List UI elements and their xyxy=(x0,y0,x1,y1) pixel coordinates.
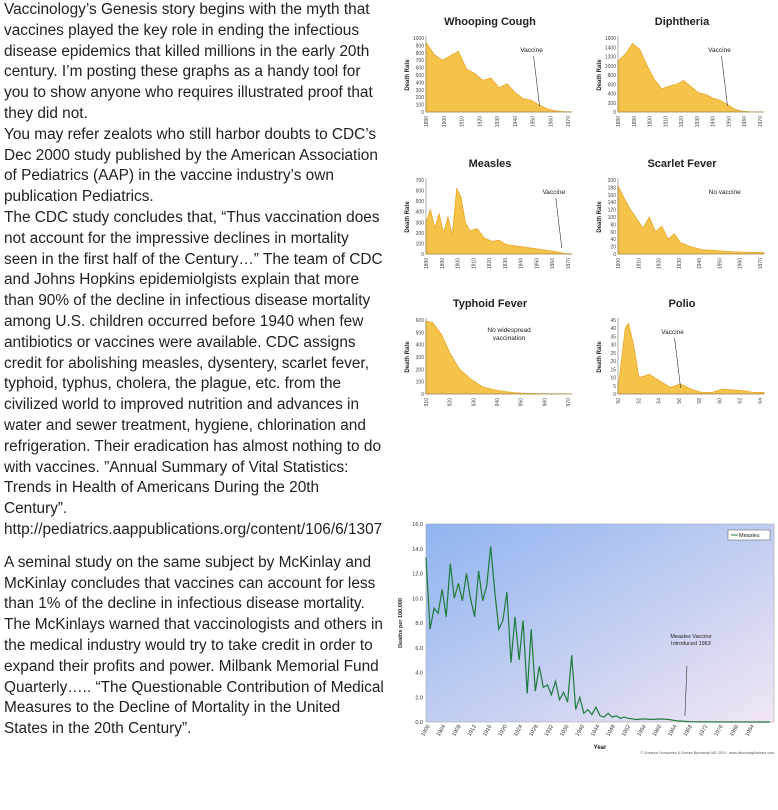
data-area xyxy=(426,189,572,255)
y-axis-label: Deaths per 100,000 xyxy=(398,598,404,648)
y-tick-label: 0 xyxy=(421,252,424,258)
y-tick-label: 200 xyxy=(415,95,424,102)
chart-measles xyxy=(400,150,580,284)
x-tick-label: 1880 xyxy=(616,116,622,128)
y-tick-label: 300 xyxy=(415,355,424,361)
y-tick-label: 0.0 xyxy=(415,720,423,726)
chart-diphtheria-svg xyxy=(592,8,772,142)
y-axis-label: Death Rate xyxy=(405,59,411,91)
chart-measles-deaths-svg xyxy=(394,516,778,756)
y-tick-label: 400 xyxy=(415,209,424,216)
y-tick-label: 40 xyxy=(610,237,616,244)
y-tick-label: 10.0 xyxy=(412,596,423,603)
credit-text: © Suzanne Humphries & Roman Bystrianyk MD 2013 · www.dissolvingillusions.com xyxy=(640,751,774,755)
annotation-arrow xyxy=(556,198,562,248)
chart-typhoid-fever xyxy=(400,290,580,424)
y-tick-label: 200 xyxy=(415,367,424,374)
y-tick-label: 2.0 xyxy=(415,695,423,702)
x-tick-label: 1908 xyxy=(451,724,463,738)
x-tick-label: 1916 xyxy=(482,724,494,738)
x-tick-label: 1890 xyxy=(439,258,446,270)
y-tick-label: 45 xyxy=(610,318,616,324)
x-tick-label: 1940 xyxy=(697,258,704,270)
x-tick-label: 64 xyxy=(758,398,764,404)
x-tick-label: 1880 xyxy=(424,258,430,270)
y-tick-label: 20 xyxy=(610,359,616,366)
x-tick-label: 1900 xyxy=(616,258,622,270)
y-tick-label: 300 xyxy=(415,220,424,227)
chart-diphtheria xyxy=(592,8,772,142)
y-tick-label: 80 xyxy=(610,222,616,229)
annotation-label: No vaccine xyxy=(708,189,741,196)
x-tick-label: 1970 xyxy=(566,258,572,270)
y-tick-label: 8.0 xyxy=(415,621,423,627)
y-tick-label: 14.0 xyxy=(412,546,423,553)
x-tick-label: 1944 xyxy=(590,724,602,738)
x-tick-label: 1920 xyxy=(477,116,484,128)
y-tick-label: 1200 xyxy=(604,54,616,61)
x-tick-label: 1910 xyxy=(459,116,466,128)
y-tick-label: 600 xyxy=(415,65,424,72)
x-tick-label: 1984 xyxy=(744,724,756,738)
y-tick-label: 20 xyxy=(610,244,616,251)
chart-title: Whooping Cough xyxy=(444,16,536,28)
y-tick-label: 0 xyxy=(421,392,424,398)
y-tick-label: 900 xyxy=(415,43,424,50)
x-tick-label: 62 xyxy=(737,398,744,404)
x-tick-label: 1948 xyxy=(605,724,617,738)
plot-background xyxy=(426,524,774,722)
y-tick-label: 1000 xyxy=(604,63,616,70)
x-tick-label: 1920 xyxy=(497,724,509,738)
y-tick-label: 600 xyxy=(415,188,424,195)
annotation-arrow xyxy=(534,56,540,106)
x-tick-label: 910 xyxy=(424,398,430,407)
x-tick-label: 1930 xyxy=(495,116,501,128)
y-tick-label: 1400 xyxy=(604,45,616,52)
y-tick-label: 6.0 xyxy=(415,645,423,652)
chart-title: Scarlet Fever xyxy=(647,158,717,170)
chart-whooping-cough xyxy=(400,8,580,142)
paragraph-mckinlay: A seminal study on the same subject by McKinlay and McKinlay concludes that vaccines can account for less than 1% of the decline in infectious disease mortality. xyxy=(4,553,380,613)
y-tick-label: 800 xyxy=(607,73,616,79)
legend-label: Measles xyxy=(739,533,760,539)
y-axis-label: Death Rate xyxy=(405,201,411,233)
chart-typhoid-fever-svg xyxy=(400,290,580,424)
x-tick-label: 1956 xyxy=(636,724,648,738)
x-tick-label: 1890 xyxy=(424,116,430,128)
x-tick-label: 1900 xyxy=(441,116,448,128)
y-tick-label: 100 xyxy=(415,241,424,248)
y-tick-label: 12.0 xyxy=(412,571,423,578)
y-tick-label: 1600 xyxy=(604,36,616,42)
x-tick-label: 940 xyxy=(495,398,501,407)
x-tick-label: 52 xyxy=(636,398,643,404)
y-tick-label: 120 xyxy=(607,207,616,214)
x-tick-label: 1940 xyxy=(518,258,525,270)
x-tick-label: 50 xyxy=(616,398,622,404)
x-tick-label: 1960 xyxy=(548,116,555,128)
chart-measles-svg xyxy=(400,150,580,284)
x-tick-label: 1940 xyxy=(574,724,587,738)
x-tick-label: 1950 xyxy=(717,258,724,270)
y-tick-label: 400 xyxy=(607,91,616,98)
y-tick-label: 0 xyxy=(421,110,424,116)
x-tick-label: 1900 xyxy=(455,258,462,270)
x-tick-label: 1970 xyxy=(566,116,572,128)
chart-polio-svg xyxy=(592,290,772,424)
y-tick-label: 40 xyxy=(610,326,616,333)
y-tick-label: 700 xyxy=(415,178,424,184)
x-tick-label: 1950 xyxy=(534,258,541,270)
disease-charts-grid xyxy=(392,0,776,428)
y-tick-label: 160 xyxy=(607,192,616,199)
annotation-arrow xyxy=(722,56,728,106)
y-tick-label: 180 xyxy=(607,185,616,192)
y-tick-label: 300 xyxy=(415,87,424,94)
chart-title: Typhoid Fever xyxy=(452,298,528,310)
x-tick-label: 1930 xyxy=(694,116,701,128)
y-tick-label: 200 xyxy=(607,100,616,107)
y-tick-label: 200 xyxy=(415,230,424,237)
data-area xyxy=(618,323,764,394)
x-tick-label: 1936 xyxy=(559,724,571,738)
y-tick-label: 100 xyxy=(415,102,424,109)
y-tick-label: 0 xyxy=(613,252,616,258)
chart-scarlet-fever xyxy=(592,150,772,284)
x-tick-label: 1912 xyxy=(466,724,479,738)
x-tick-label: 1932 xyxy=(543,724,556,738)
y-tick-label: 400 xyxy=(415,342,424,349)
data-area xyxy=(618,186,764,255)
x-tick-label: 930 xyxy=(471,398,478,407)
x-tick-label: 1910 xyxy=(636,258,643,270)
x-tick-label: 1910 xyxy=(663,116,670,128)
x-tick-label: 970 xyxy=(566,398,572,407)
x-tick-label: 1960 xyxy=(742,116,749,128)
paragraph-mckinlay-warning: The McKinlays warned that vaccinologists and others in the medical industry would try to take credit in order to expand their profits and power. Milbank Memorial Fund Quarterly….. “The Questionable Contribution of Medical Measures to the Decline of Mortality in the United States in the 20th Century”. xyxy=(4,616,389,738)
x-tick-label: 1890 xyxy=(631,116,638,128)
y-axis-label: Death Rate xyxy=(597,59,603,91)
annotation-label: Vaccine xyxy=(542,189,566,196)
article-text xyxy=(4,0,389,740)
y-tick-label: 600 xyxy=(607,82,616,89)
x-tick-label: 1930 xyxy=(676,258,683,270)
y-tick-label: 0 xyxy=(613,110,616,116)
y-axis-label: Death Rate xyxy=(597,201,603,233)
x-tick-label: 60 xyxy=(717,398,724,404)
data-area xyxy=(426,42,572,112)
y-tick-label: 15 xyxy=(610,367,616,374)
x-tick-label: 1900 xyxy=(647,116,654,128)
x-tick-label: 1924 xyxy=(512,724,525,738)
x-tick-label: 960 xyxy=(542,398,549,407)
paragraph-url: http://pediatrics.aappublications.org/content/106/6/1307 xyxy=(4,520,383,538)
annotation-label: Introduced 1963 xyxy=(671,641,711,647)
chart-title: Measles xyxy=(468,158,512,170)
y-tick-label: 10 xyxy=(610,375,616,382)
x-tick-label: 1960 xyxy=(550,258,557,270)
x-tick-label: 1950 xyxy=(530,116,537,128)
x-tick-label: 1970 xyxy=(758,116,764,128)
x-tick-label: 56 xyxy=(676,398,683,404)
y-tick-label: 0 xyxy=(613,392,616,398)
x-tick-label: 1920 xyxy=(679,116,686,128)
x-tick-label: 1940 xyxy=(710,115,717,128)
x-tick-label: 1940 xyxy=(512,116,519,128)
paragraph-cdc-conclusion: The CDC study concludes that, “Thus vaccination does not account for the impressive declines in mortality seen in the first half of the Century…” The team of CDC and Johns Hopkins epidemiolgists explain that more than 90% of the decline in infectious disease mortality among U.S. children occurred before 1940 when few antibiotics or vaccines were available. CDC assigns credit for abolishing measles, dysentery, scarlet fever, typhoid, typhus, cholera, the plague, etc. from the civilized world to improved nutrition and advances in water and sewer treatment, hygiene, chlorination and refrigeration. Their eradication has almost nothing to do with vaccines. ”Annual Summary of Vital Statistics: Trends in Health of Americans During the 20th Century”. xyxy=(4,208,387,518)
y-tick-label: 140 xyxy=(607,200,616,207)
x-tick-label: 1968 xyxy=(682,724,695,738)
x-tick-label: 920 xyxy=(447,398,454,407)
x-tick-label: 1964 xyxy=(667,724,679,738)
y-tick-label: 16.0 xyxy=(412,522,423,528)
y-tick-label: 500 xyxy=(415,330,424,337)
y-tick-label: 25 xyxy=(610,350,616,357)
annotation-label: Vaccine xyxy=(520,47,543,54)
chart-title: Polio xyxy=(668,298,696,310)
y-tick-label: 1000 xyxy=(412,36,424,42)
chart-title: Diphtheria xyxy=(654,16,710,28)
x-tick-label: 1920 xyxy=(656,258,663,270)
y-axis-label: Death Rate xyxy=(405,341,411,373)
x-tick-label: 1900 xyxy=(420,724,432,738)
x-tick-label: 58 xyxy=(697,398,704,404)
x-tick-label: 1960 xyxy=(651,724,664,738)
annotation-label: No widespread xyxy=(487,327,531,334)
y-tick-label: 500 xyxy=(415,199,424,206)
y-tick-label: 400 xyxy=(415,80,424,87)
y-tick-label: 60 xyxy=(610,229,616,236)
y-tick-label: 5 xyxy=(613,383,616,390)
chart-polio xyxy=(592,290,772,424)
chart-scarlet-fever-svg xyxy=(592,150,772,284)
annotation-label: vaccination xyxy=(492,335,526,342)
x-tick-label: 1970 xyxy=(758,258,764,270)
x-tick-label: 1910 xyxy=(471,258,478,270)
x-tick-label: 1928 xyxy=(528,724,540,738)
annotation-label: Vaccine xyxy=(708,47,731,54)
y-tick-label: 500 xyxy=(415,73,424,79)
x-tick-label: 1980 xyxy=(728,724,741,738)
y-tick-label: 600 xyxy=(415,318,424,324)
x-axis-label: Year xyxy=(593,745,607,751)
annotation-label: Vaccine xyxy=(661,329,684,336)
y-tick-label: 4.0 xyxy=(415,670,423,677)
annotation-arrow xyxy=(675,338,681,388)
x-tick-label: 54 xyxy=(656,398,663,404)
y-tick-label: 35 xyxy=(610,334,616,341)
y-tick-label: 800 xyxy=(415,50,424,57)
chart-measles-deaths xyxy=(394,516,778,756)
y-tick-label: 700 xyxy=(415,58,424,65)
paragraph-cdc-reference: You may refer zealots who still harbor doubts to CDC’s Dec 2000 study published by the American Association of Pediatrics (AAP) in the vaccine industry’s own publication Pediatrics. xyxy=(4,125,383,206)
x-tick-label: 1952 xyxy=(620,724,633,738)
data-area xyxy=(618,44,764,113)
chart-whooping-cough-svg xyxy=(400,8,580,142)
x-tick-label: 1920 xyxy=(487,258,494,270)
x-tick-label: 1976 xyxy=(713,724,725,738)
y-axis-label: Death Rate xyxy=(597,341,603,373)
y-tick-label: 30 xyxy=(610,342,616,349)
x-tick-label: 1950 xyxy=(726,116,733,128)
annotation-label: Measles Vaccine xyxy=(670,634,712,640)
y-tick-label: 100 xyxy=(415,379,424,386)
paragraph-intro: Vaccinology’s Genesis story begins with the myth that vaccines played the key role in ending the infectious disease epidemics that killed millions in the early 20th century. I’m posting these graphs as a handy tool for you to show anyone who requires illustrated proof that they did not. xyxy=(4,1,378,122)
x-tick-label: 1904 xyxy=(435,724,448,738)
x-tick-label: 950 xyxy=(518,398,525,407)
x-tick-label: 1930 xyxy=(502,258,509,270)
x-tick-label: 1960 xyxy=(737,258,744,270)
y-tick-label: 200 xyxy=(607,178,616,184)
x-tick-label: 1972 xyxy=(698,724,710,738)
y-tick-label: 100 xyxy=(607,215,616,221)
